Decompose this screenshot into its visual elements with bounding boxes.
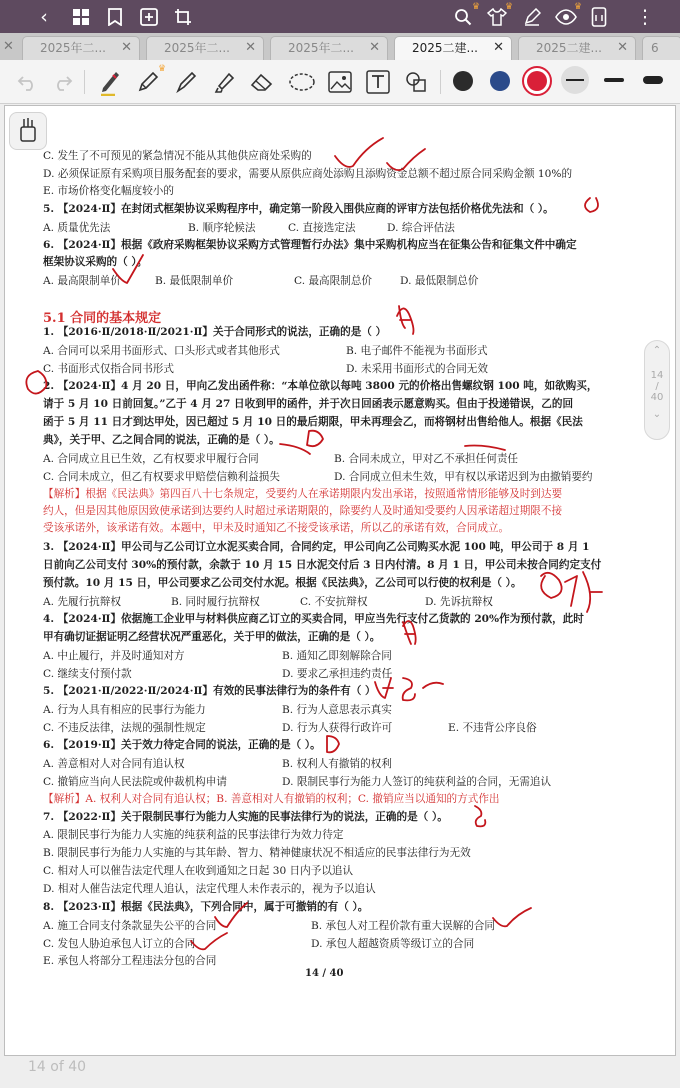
divider (440, 70, 441, 94)
option: C. 书面形式仅指合同书形式 (43, 363, 174, 375)
handwriting-layer (5, 106, 676, 1056)
pen-icon[interactable] (96, 68, 124, 96)
text-icon[interactable] (364, 68, 392, 96)
crop-icon[interactable] (170, 4, 196, 30)
option: C. 继续支付预付款 (43, 668, 132, 680)
crown-icon: ♛ (505, 2, 514, 12)
question-text: 甲有确切证据证明乙经营状况严重恶化，关于甲的做法，正确的是（ ）。 (43, 631, 381, 643)
redo-icon[interactable] (48, 68, 76, 96)
letter-a-ink (403, 621, 416, 644)
grid-icon[interactable] (68, 4, 94, 30)
pen-holder-icon (10, 113, 46, 149)
underline-ink (280, 444, 310, 454)
option: D. 限制民事行为能力人签订的纯获利益的合同，无需追认 (282, 776, 552, 788)
section-heading: 5.1 合同的基本规定 (43, 311, 162, 326)
option: D. 先诉抗辩权 (425, 596, 493, 608)
question-text: 6. 【2019·Ⅱ】关于效力待定合同的说法，正确的是（ ）。 (43, 739, 321, 751)
option: C. 不安抗辩权 (300, 596, 368, 608)
close-icon[interactable]: ✕ (245, 40, 256, 55)
option: A. 最高限制单价 (43, 275, 121, 287)
option: A. 限制民事行为能力人实施的纯获利益的民事法律行为效力待定 (43, 829, 344, 841)
option: B. 顺序轮候法 (188, 222, 256, 234)
shapes-icon[interactable] (402, 68, 430, 96)
top-bar (0, 0, 680, 33)
option: B. 权利人有撤销的权利 (282, 758, 392, 770)
highlighter-icon[interactable] (210, 68, 238, 96)
letter-ink (585, 198, 598, 212)
question-text: 预付款。10 月 15 日，甲公司要求乙公司交付水泥。根据《民法典》，乙公司可以行使的权利是（ ）。 (43, 577, 522, 589)
option: A. 合同成立且已生效，乙有权要求甲履行合同 (43, 453, 259, 465)
close-icon[interactable]: ✕ (493, 40, 504, 55)
letters-abc-ink (375, 678, 443, 700)
option: C. 相对人可以催告法定代理人在收到通知之日起 30 日内予以追认 (43, 865, 354, 877)
option: B. 通知乙即刻解除合同 (282, 650, 392, 662)
question-text: 函于 5 月 11 日才到达甲处，因已超过 5 月 10 日的最后期限，甲未再理会乙，而将钢材出售给他人。根据《民法 (43, 416, 583, 428)
tab-label: 2025年二... (288, 41, 354, 55)
floating-pen-holder[interactable] (9, 112, 47, 150)
option: B. 电子邮件不能视为书面形式 (346, 345, 488, 357)
option: B. 行为人意思表示真实 (282, 704, 392, 716)
tab-bar (0, 33, 680, 60)
analysis-text: 【解析】A. 权利人对合同有追认权；B. 善意相对人有撤销的权利；C. 撤销应当以通知的方式作出 (43, 793, 500, 805)
tab[interactable] (22, 36, 140, 60)
question-text: 请于 5 月 10 日前回复。”乙于 4 月 27 日收到甲的函件，并于次日回函表示愿意购买。但由于投递错误，乙的回 (43, 398, 574, 410)
close-icon[interactable]: ✕ (617, 40, 628, 55)
option: A. 质量优先法 (43, 222, 111, 234)
close-icon[interactable]: ✕ (121, 40, 132, 55)
analysis-text: 受该承诺外，该承诺有效。本题中，甲未及时通知乙不接受该承诺，所以乙的承诺有效，合同成立。 (43, 522, 510, 534)
option: D. 综合评估法 (387, 222, 455, 234)
question-text: 7. 【2022·Ⅱ】关于限制民事行为能力人实施的民事法律行为的说法，正确的是（ ）。 (43, 811, 448, 823)
text-line: C. 发生了不可预见的紧急情况不能从其他供应商处采购的 (43, 150, 312, 162)
text-line: D. 必须保证原有采购项目服务配套的要求，需要从原供应商处添购且添购资金总额不超过原合同采购金额 10%的 (43, 168, 573, 180)
question-text: 2. 【2024·Ⅱ】4 月 20 日，甲向乙发出函件称：“本单位欲以每吨 3800 元的价格出售螺纹钢 100 吨，如欲购买， (43, 380, 598, 392)
scroll-separator: / (655, 381, 659, 392)
option: C. 发包人胁迫承包人订立的合同 (43, 938, 196, 950)
option: D. 承包人超越资质等级订立的合同 (311, 938, 475, 950)
question-text: 典》，关于甲、乙之间合同的说法，正确的是（ ）。 (43, 434, 280, 446)
checkmark-ink (191, 933, 227, 949)
option: A. 施工合同支付条款显失公平的合同 (43, 920, 217, 932)
more-icon[interactable]: ⋮ (635, 6, 655, 28)
option: D. 要求乙承担违约责任 (282, 668, 393, 680)
option: B. 承包人对工程价款有重大误解的合同 (311, 920, 496, 932)
option: A. 中止履行，并及时通知对方 (43, 650, 185, 662)
checkmark-ink (335, 138, 383, 167)
undo-icon[interactable] (14, 68, 42, 96)
option: A. 合同可以采用书面形式、口头形式或者其他形式 (43, 345, 280, 357)
image-icon[interactable] (326, 68, 354, 96)
tab[interactable] (518, 36, 636, 60)
color-red[interactable] (527, 71, 547, 91)
question-text: 6. 【2024·Ⅱ】根据《政府采购框架协议采购方式管理暂行办法》集中采购机构应当在征集公告和征集文件中确定 (43, 239, 577, 251)
option: A. 善意相对人对合同有追认权 (43, 758, 185, 770)
lasso-icon[interactable] (288, 68, 316, 96)
back-icon[interactable]: ‹ (40, 6, 48, 28)
option: C. 撤销应当向人民法院或仲裁机构申请 (43, 776, 227, 788)
pen-edit-icon[interactable] (519, 4, 545, 30)
circle-ink (26, 371, 46, 394)
question-text: 4. 【2024·Ⅱ】依据施工企业甲与材料供应商乙订立的买卖合同，甲应当先行支付乙货款的 20%作为预付款，此时 (43, 613, 584, 625)
page-footer: 14 / 40 (305, 968, 344, 979)
tab[interactable] (642, 36, 680, 60)
option: B. 限制民事行为能力人实施的与其年龄、智力、精神健康状况不相适应的民事法律行为无效 (43, 847, 471, 859)
crown-icon: ♛ (574, 2, 583, 12)
page-indicator: 14 of 40 (28, 1059, 87, 1075)
scroll-page-total: 40 (650, 392, 664, 403)
option: D. 最低限制总价 (400, 275, 479, 287)
stroke-thin[interactable] (566, 79, 584, 81)
tab-label: 2025二建... (536, 41, 602, 55)
checkmark-ink (387, 149, 425, 170)
close-icon[interactable]: ✕ (3, 39, 14, 54)
tab-label: 2025年二... (40, 41, 106, 55)
letter-a-ink (397, 306, 414, 334)
question-text: 框架协议采购的（ ）。 (43, 256, 148, 268)
letter-d-ink (307, 431, 323, 446)
option: E. 不违背公序良俗 (448, 722, 537, 734)
checkmark-ink (113, 255, 143, 283)
crown-icon: ♛ (158, 64, 167, 74)
bookmark-icon[interactable] (102, 4, 128, 30)
add-page-icon[interactable] (136, 4, 162, 30)
crown-icon: ♛ (472, 2, 481, 12)
option: A. 先履行抗辩权 (43, 596, 121, 608)
close-icon[interactable]: ✕ (369, 40, 380, 55)
fountain-pen-icon[interactable] (172, 68, 200, 96)
letter-b-ink (475, 806, 485, 826)
stroke-thick[interactable] (643, 76, 663, 84)
question-text: 5. 【2021·Ⅱ/2022·Ⅱ/2024·Ⅱ】有效的民事法律行为的条件有（ ） (43, 685, 376, 697)
letters-da-ink (541, 572, 602, 612)
chevron-down-icon[interactable]: ⌄ (652, 409, 662, 420)
tab[interactable] (270, 36, 388, 60)
analysis-text: 【解析】根据《民法典》第四百八十七条规定，受要约人在承诺期限内发出承诺，按照通常情形能够及时到达要 (43, 488, 563, 500)
option: D. 相对人催告法定代理人追认，法定代理人未作表示的，视为予以追认 (43, 883, 376, 895)
eraser-icon[interactable] (248, 68, 276, 96)
divider (84, 70, 85, 94)
option: B. 最低限制单价 (155, 275, 234, 287)
option: C. 不违反法律，法规的强制性规定 (43, 722, 206, 734)
color-blue[interactable] (490, 71, 510, 91)
bottom-bar (0, 1057, 680, 1088)
option: B. 同时履行抗辩权 (171, 596, 260, 608)
question-text: 5. 【2024·Ⅱ】在封闭式框架协议采购程序中，确定第一阶段入围供应商的评审方法包括价格优先法和（ ）。 (43, 203, 554, 215)
stroke-medium[interactable] (604, 78, 624, 82)
tab-label: 6 (651, 41, 659, 55)
option: D. 行为人获得行政许可 (282, 722, 393, 734)
page-scroller[interactable] (644, 340, 670, 440)
option: B. 合同未成立，甲对乙不承担任何责任 (334, 453, 519, 465)
analysis-text: 约人，但是因其他原因致使承诺到达要约人时超过承诺期限的，除要约人及时通知受要约人因承诺超过期限不接 (43, 505, 563, 517)
option: A. 行为人具有相应的民事行为能力 (43, 704, 206, 716)
text-line: E. 市场价格变化幅度较小的 (43, 185, 174, 197)
tab-label: 2025年二... (164, 41, 230, 55)
question-text: 1. 【2016·Ⅱ/2018·Ⅱ/2021·Ⅱ】关于合同形式的说法，正确的是（ ） (43, 326, 387, 338)
scroll-page-number: 14 (650, 370, 664, 381)
option: E. 承包人将部分工程违法分包的合同 (43, 955, 217, 967)
chevron-up-icon[interactable]: ⌃ (652, 345, 662, 356)
document-page[interactable] (4, 105, 676, 1056)
option: C. 直接选定法 (288, 222, 356, 234)
option: D. 合同成立但未生效，甲有权以承诺迟到为由撤销要约 (334, 471, 593, 483)
option: C. 最高限制总价 (294, 275, 373, 287)
letter-d-ink (327, 736, 339, 752)
phone-icon[interactable] (586, 4, 612, 30)
question-text: 日前向乙公司支付 30%的预付款，余款于 10 月 15 日水泥交付后 3 日内付清。8 月 1 日，甲公司未按合同约定支付 (43, 559, 602, 571)
checkmark-ink (493, 908, 531, 926)
question-text: 8. 【2023·Ⅱ】根据《民法典》，下列合同中，属于可撤销的有（ ）。 (43, 901, 369, 913)
tab-active[interactable] (394, 36, 512, 60)
color-black[interactable] (453, 71, 473, 91)
option: D. 未采用书面形式的合同无效 (346, 363, 488, 375)
question-text: 3. 【2024·Ⅱ】甲公司与乙公司订立水泥买卖合同，合同约定，甲公司向乙公司购买水泥 100 吨，甲公司于 8 月 1 (43, 541, 590, 553)
option: C. 合同未成立，但乙有权要求甲赔偿信赖利益损失 (43, 471, 280, 483)
tab-label: 2025二建... (412, 41, 478, 55)
tab[interactable] (146, 36, 264, 60)
stroke-ink (465, 446, 505, 451)
checkmark-ink (215, 903, 247, 927)
